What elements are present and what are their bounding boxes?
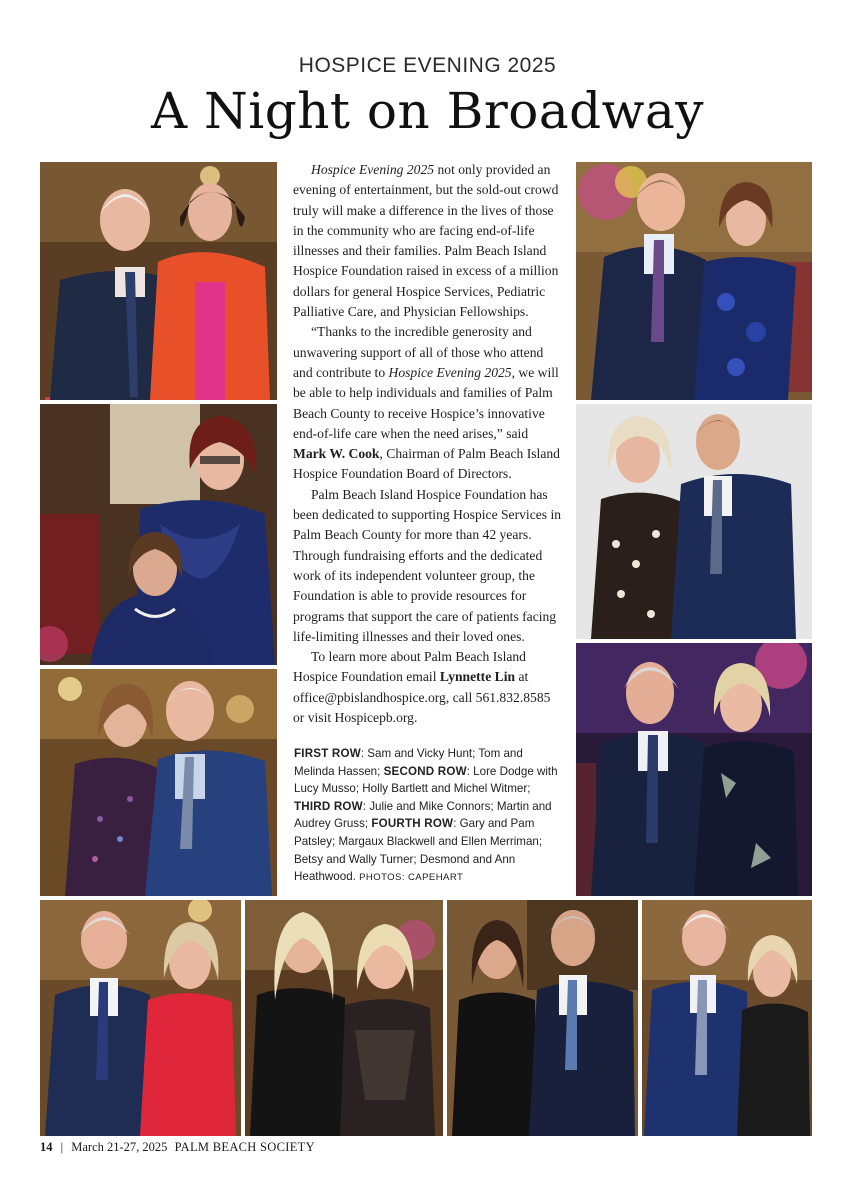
photo-blackwell-merriman xyxy=(245,900,443,1136)
issue-dates: March 21-27, 2025 xyxy=(71,1140,168,1154)
article-body xyxy=(293,160,563,728)
caption-row-label: FOURTH ROW xyxy=(371,817,454,831)
page-footer xyxy=(40,1140,315,1155)
event-name: Hospice Evening 2025 xyxy=(388,364,512,380)
caption-row-label: SECOND ROW xyxy=(383,764,467,778)
photo-connors xyxy=(40,669,277,896)
paragraph-3: Palm Beach Island Hospice Foundation has been dedicated to supporting Hospice Services in Palm Beach County for more than 42 years. Through fundraising efforts and the dedicated work of its independent volunteer group, the Foundation is able to provide resources for programs that support the care of patients facing life-limiting illnesses and their loved ones. xyxy=(293,486,562,644)
kicker: HOSPICE EVENING 2025 xyxy=(298,54,557,77)
photo-caption: FIRST ROW: Sam and Vicky Hunt; Tom and Melinda Hassen; SECOND ROW: Lore Dodge with Lucy Musso; Holly Bartlett and Michel Witmer; THIRD ROW: Julie and Mike Connors; Martin and Audrey Gruss; FOURTH ROW: Gary and Pam Patsley; Margaux Blackwell and Ellen Merriman; Betsy and Wally Turner; Desmond and Ann Heathwood. PHOTOS: CAPEHART xyxy=(294,747,558,884)
paragraph-2: “Thanks to the incredible generosity and unwavering support of all of those who attend and contribute to Hospice Evening 2025, we will be able to help individuals and families of Palm Beach County to receive Hospice’s innovative end-of-life care when the need arises,” said Mark W. Cook, Chairman of Palm Beach Island Hospice Foundation Board of Directors. xyxy=(293,324,560,482)
photo-gruss xyxy=(576,643,812,896)
photo-hassen-tom-melinda xyxy=(576,162,812,400)
photo-turner xyxy=(447,900,638,1136)
photo-hassen xyxy=(40,404,277,665)
paragraph-4: To learn more about Palm Beach Island Hospice Foundation email Lynnette Lin at office@pbislandhospice.org, call 561.832.8585 or visit Hospicepb.org. xyxy=(293,649,551,726)
photo-heathwood xyxy=(642,900,812,1136)
page-title: A Night on Broadway xyxy=(150,82,705,140)
photo-hunt xyxy=(40,162,277,400)
page-number: 14 xyxy=(40,1140,53,1154)
publication-name: PALM BEACH SOCIETY xyxy=(174,1140,315,1154)
paragraph-1: Hospice Evening 2025 not only provided an evening of entertainment, but the sold-out crowd truly will make a difference in the lives of those in the community who are facing end-of-life illnesses and their families. Palm Beach Island Hospice Foundation raised in excess of a million dollars for general Hospice Services, Pediatric Palliative Care, and Physician Fellowships. xyxy=(293,162,559,320)
photo-bartlett-witmer xyxy=(576,404,812,639)
caption-row-label: THIRD ROW xyxy=(294,799,363,813)
caption-row-label: FIRST ROW xyxy=(294,747,361,760)
contact-name: Lynnette Lin xyxy=(439,669,516,685)
footer-separator: | xyxy=(60,1140,64,1154)
photo-patsley xyxy=(40,900,241,1136)
event-name: Hospice Evening 2025 xyxy=(311,162,435,177)
photo-credit: PHOTOS: CAPEHART xyxy=(359,872,464,884)
chairman-name: Mark W. Cook xyxy=(293,446,380,462)
